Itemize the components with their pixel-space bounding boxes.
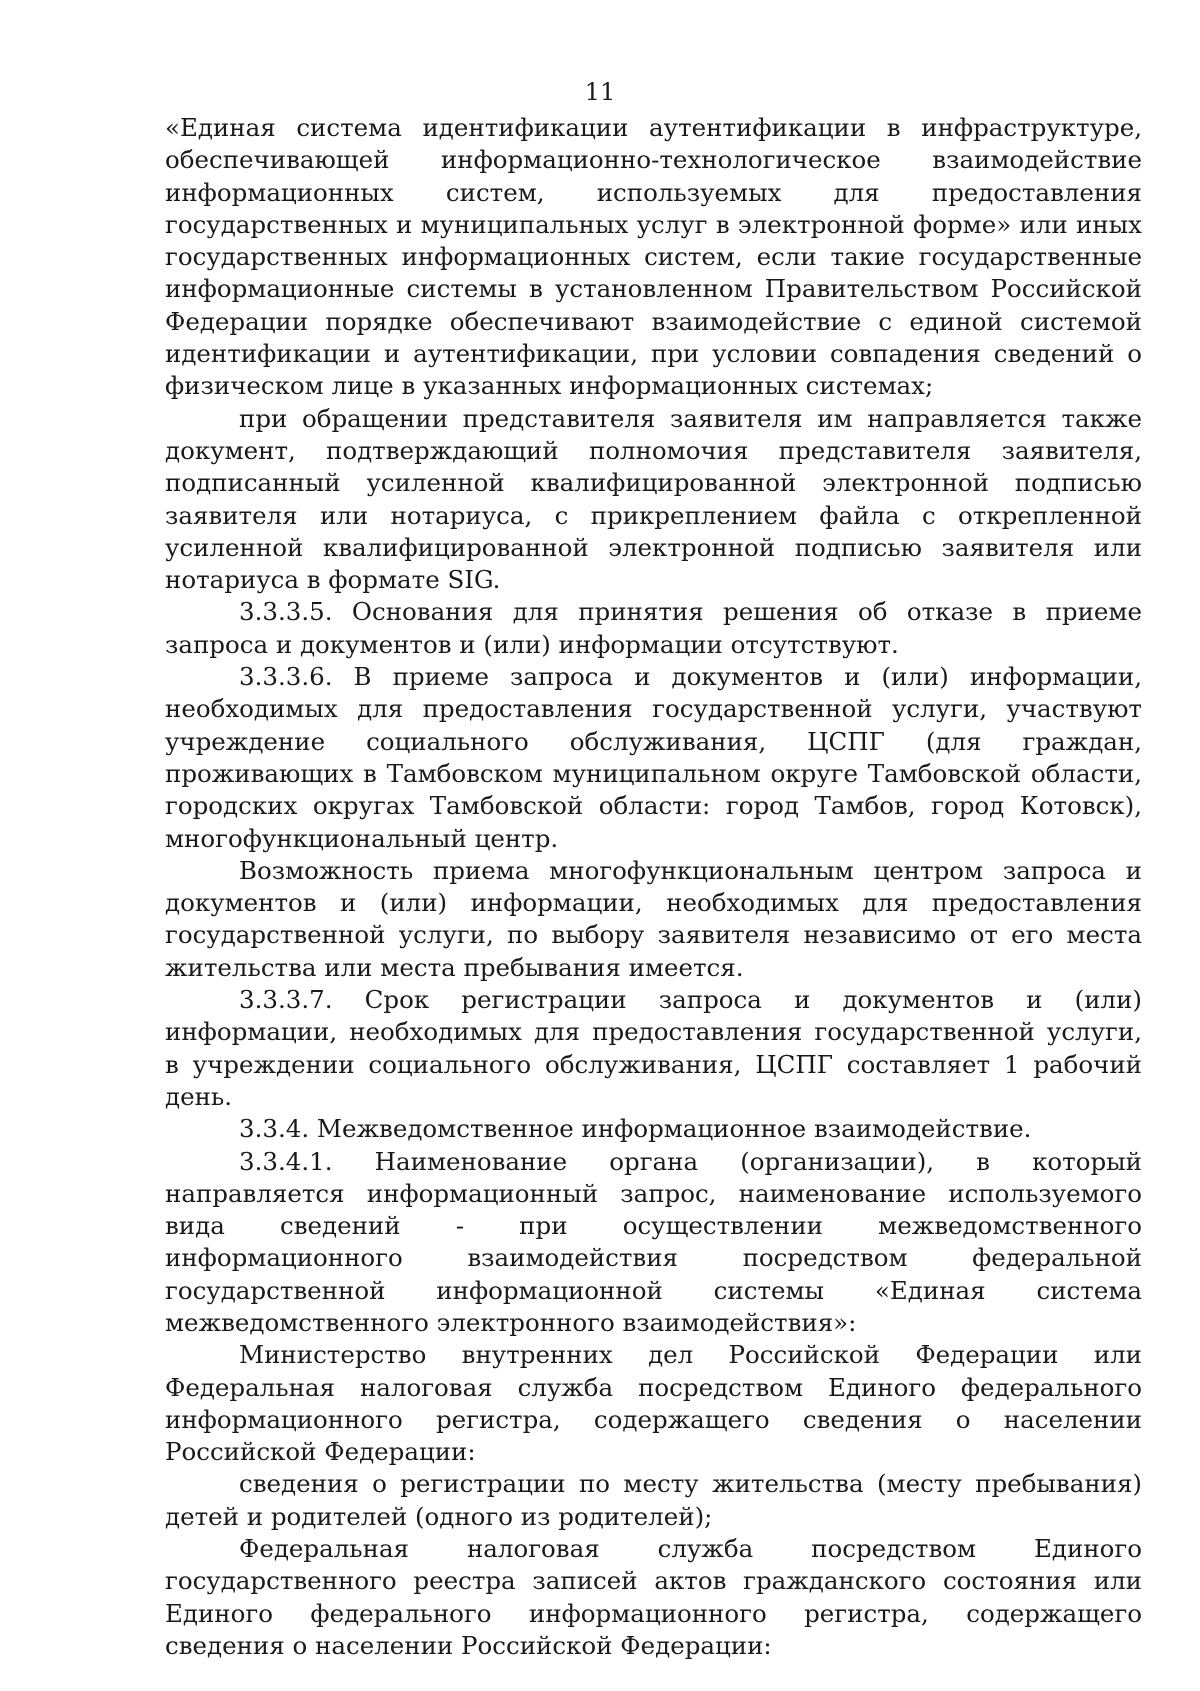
paragraph-representative-document: при обращении представителя заявителя им направляется также документ, подтверждающий полномочия представителя заявителя, подписанный усиленной квалифицированной электронной подписью заявителя или нотариуса, с прикреплением файла с открепленной усиленной квалифицированной электронной подписью заявителя или нотариуса в формате SIG. xyxy=(165,403,1142,595)
paragraph-3-3-4-1: 3.3.4.1. Наименование органа (организации), в который направляется информационный запрос, наименование используемого вида сведений - при осуществлении межведомственного информационного взаимодействия посредством федеральной государственной информационной системы «Единая система межведомственного электронного взаимодействия»: xyxy=(165,1146,1142,1337)
document-body xyxy=(165,112,1142,1662)
paragraph-fns-civil-registry: Федеральная налоговая служба посредством Единого государственного реестра записей актов гражданского состояния или Единого федерального информационного регистра, содержащего сведения о населении Российской Федерации: xyxy=(165,1534,1142,1660)
page-number: 11 xyxy=(584,78,616,106)
paragraph-identification-system: «Единая система идентификации аутентификации в инфраструктуре, обеспечивающей информационно-технологическое взаимодействие информационных систем, используемых для предоставления государственных и муниципальных услуг в электронной форме» или иных государственных информационных систем, если такие государственные информационные системы в установленном Правительством Российской Федерации порядке обеспечивают взаимодействие с единой системой идентификации и аутентификации, при условии совпадения сведений о физическом лице в указанных информационных системах; xyxy=(165,113,1142,401)
paragraph-3-3-3-5: 3.3.3.5. Основания для принятия решения об отказе в приеме запроса и документов и (или) информации отсутствуют. xyxy=(165,597,1142,659)
paragraph-mvd-fns: Министерство внутренних дел Российской Федерации или Федеральная налоговая служба посредством Единого федерального информационного регистра, содержащего сведения о населении Российской Федерации: xyxy=(165,1340,1142,1467)
paragraph-registration-info: сведения о регистрации по месту жительства (месту пребывания) детей и родителей (одного из родителей); xyxy=(165,1469,1142,1531)
paragraph-3-3-3-7: 3.3.3.7. Срок регистрации запроса и документов и (или) информации, необходимых для предоставления государственной услуги, в учреждении социального обслуживания, ЦСПГ составляет 1 рабочий день. xyxy=(165,985,1142,1111)
paragraph-mfc-possibility: Возможность приема многофункциональным центром запроса и документов и (или) информации, необходимых для предоставления государственной услуги, по выбору заявителя независимо от его места жительства или места пребывания имеется. xyxy=(165,855,1142,982)
paragraph-3-3-3-6: 3.3.3.6. В приеме запроса и документов и (или) информации, необходимых для предоставления государственной услуги, участвуют учреждение социального обслуживания, ЦСПГ (для граждан, проживающих в Тамбовском муниципальном округе Тамбовской области, городских округах Тамбовской области: город Тамбов, город Котовск), многофункциональный центр. xyxy=(165,662,1142,853)
paragraph-3-3-4: 3.3.4. Межведомственное информационное взаимодействие. xyxy=(239,1114,1032,1144)
